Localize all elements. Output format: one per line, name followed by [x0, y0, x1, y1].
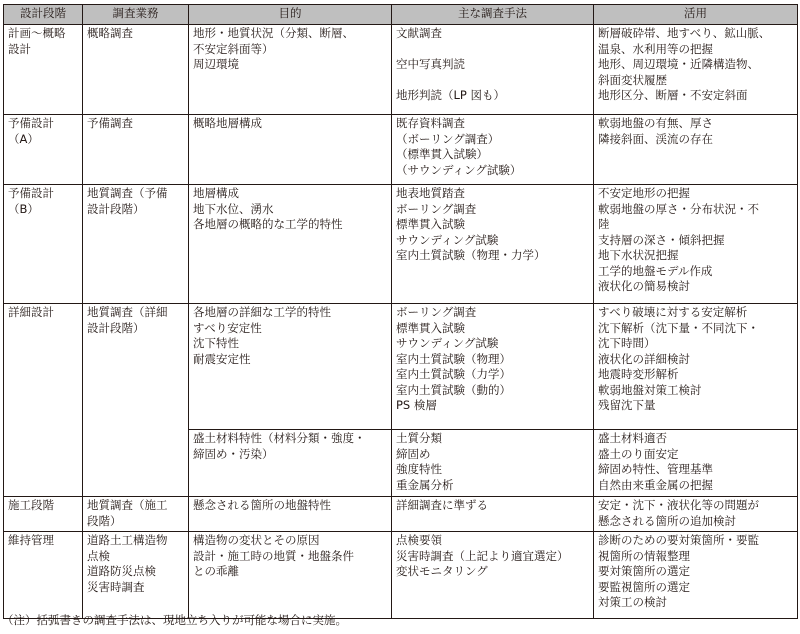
method-cell: 詳細調査に準ずる [392, 497, 594, 532]
header-work: 調査業務 [83, 5, 189, 25]
header-stage: 設計段階 [4, 5, 83, 25]
method-cell: 点検要領 災害時調査（上記より適宜選定） 変状モニタリング [392, 532, 594, 619]
work-cell: 予備調査 [83, 115, 189, 185]
use-cell: 診断のための要対策箇所・要監 視箇所の情報整理 要対策箇所の選定 要監視箇所の選定 対策工の検討 [594, 532, 798, 619]
stage-cell: 予備設計 （B） [4, 185, 83, 304]
purpose-cell: 盛土材料特性（材料分類・強度・ 締固め・汚染） [189, 430, 392, 497]
method-cell: 地表地質踏査 ボーリング調査 標準貫入試験 サウンディング試験 室内土質試験（物理・力学） [392, 185, 594, 304]
method-cell: ボーリング調査 標準貫入試験 サウンディング試験 室内土質試験（物理） 室内土質試験（力学） 室内土質試験（動的） PS 検層 [392, 304, 594, 430]
table-row [4, 304, 798, 430]
work-cell: 地質調査（予備 設計段階） [83, 185, 189, 304]
header-row [4, 5, 798, 25]
footnote: （注）括弧書きの調査手法は、現地立ち入りが可能な場合に実施。 [2, 613, 347, 627]
use-cell: すべり破壊に対する安定解析 沈下解析（沈下量・不同沈下・ 沈下時間） 液状化の詳細検討 地震時変形解析 軟弱地盤対策工検討 残留沈下量 [594, 304, 798, 430]
purpose-cell: 懸念される箇所の地盤特性 [189, 497, 392, 532]
stage-cell: 維持管理 [4, 532, 83, 619]
table-row [4, 532, 798, 619]
header-method: 主な調査手法 [392, 5, 594, 25]
work-cell: 地質調査（詳細 設計段階） [83, 304, 189, 497]
table-row [4, 497, 798, 532]
method-cell: 土質分類 締固め 強度特性 重金属分析 [392, 430, 594, 497]
stage-cell: 詳細設計 [4, 304, 83, 497]
stage-cell: 施工段階 [4, 497, 83, 532]
use-cell: 断層破砕帯、地すべり、鉱山脈、 温泉、水利用等の把握 地形、周辺環境・近隣構造物、 斜面変状履歴 地形区分、断層・不安定斜面 [594, 25, 798, 115]
method-cell: 既存資料調査 （ボーリング調査） （標準貫入試験） （サウンディング試験） [392, 115, 594, 185]
work-cell: 地質調査（施工 段階） [83, 497, 189, 532]
table-row [4, 115, 798, 185]
use-cell: 不安定地形の把握 軟弱地盤の厚さ・分布状況・不 陸 支持層の深さ・傾斜把握 地下水状況把握 工学的地盤モデル作成 液状化の簡易検討 [594, 185, 798, 304]
work-cell: 道路土工構造物 点検 道路防災点検 災害時調査 [83, 532, 189, 619]
table-row [4, 185, 798, 304]
purpose-cell: 概略地層構成 [189, 115, 392, 185]
stage-cell: 予備設計 （A） [4, 115, 83, 185]
use-cell: 盛土材料適否 盛土のり面安定 締固め特性、管理基準 自然由来重金属の把握 [594, 430, 798, 497]
survey-table [3, 4, 798, 619]
method-cell: 文献調査 空中写真判読 地形判読（LP 図も） [392, 25, 594, 115]
purpose-cell: 地形・地質状況（分類、断層、 不安定斜面等） 周辺環境 [189, 25, 392, 115]
header-purpose: 目的 [189, 5, 392, 25]
header-use: 活用 [594, 5, 798, 25]
work-cell: 概略調査 [83, 25, 189, 115]
table-row [4, 25, 798, 115]
use-cell: 軟弱地盤の有無、厚さ 隣接斜面、渓流の存在 [594, 115, 798, 185]
use-cell: 安定・沈下・液状化等の問題が 懸念される箇所の追加検討 [594, 497, 798, 532]
purpose-cell: 各地層の詳細な工学的特性 すべり安定性 沈下特性 耐震安定性 [189, 304, 392, 430]
purpose-cell: 構造物の変状とその原因 設計・施工時の地質・地盤条件 との乖離 [189, 532, 392, 619]
purpose-cell: 地層構成 地下水位、湧水 各地層の概略的な工学的特性 [189, 185, 392, 304]
stage-cell: 計画～概略 設計 [4, 25, 83, 115]
